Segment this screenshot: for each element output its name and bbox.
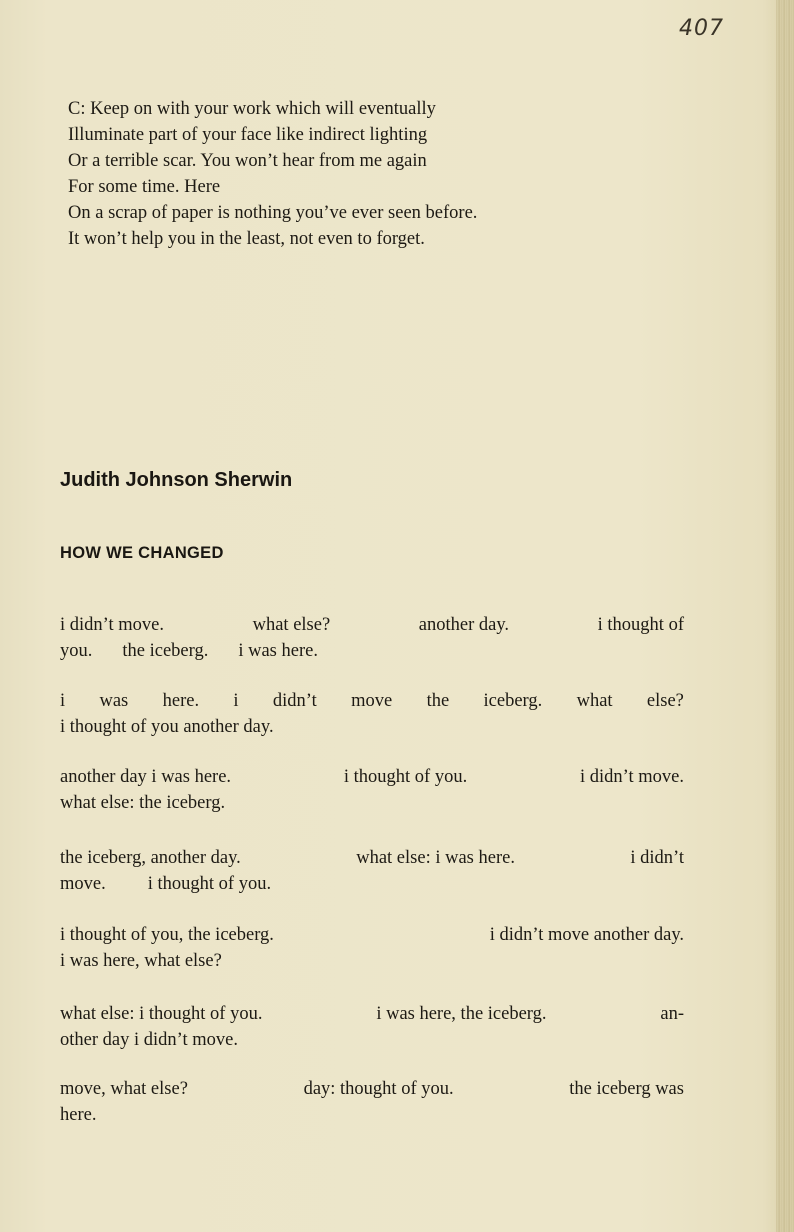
word: i xyxy=(60,691,66,711)
poem-line xyxy=(60,948,684,974)
phrase: i was here, the iceberg. xyxy=(376,1004,547,1024)
phrase: move, what else? xyxy=(60,1079,188,1099)
phrase: another day. xyxy=(418,615,510,635)
poem-line xyxy=(60,1102,684,1128)
word: move xyxy=(351,691,393,711)
poem-line xyxy=(60,688,684,714)
poem-stanza xyxy=(60,764,684,816)
poem-stanza xyxy=(60,688,684,740)
poem-line xyxy=(60,922,684,948)
word: iceberg. xyxy=(483,691,543,711)
phrase: i thought of you, the iceberg. xyxy=(60,925,274,945)
intro-line: For some time. Here xyxy=(68,177,221,197)
poem-title: HOW WE CHANGED xyxy=(60,544,224,562)
poem-line xyxy=(60,790,684,816)
poem-line xyxy=(60,1076,684,1102)
phrase: i didn’t xyxy=(630,848,684,868)
word: here. xyxy=(162,691,200,711)
phrase: the iceberg was xyxy=(569,1079,684,1099)
phrase: an- xyxy=(660,1004,684,1024)
phrase: the iceberg. xyxy=(122,641,209,661)
author-name: Judith Johnson Sherwin xyxy=(60,469,293,491)
phrase: you. xyxy=(60,641,93,661)
intro-line: It won’t help you in the least, not even to forget. xyxy=(68,229,425,249)
poem-line xyxy=(60,764,684,790)
intro-line: Illuminate part of your face like indirect lighting xyxy=(68,125,428,145)
phrase: i didn’t move. xyxy=(580,767,684,787)
phrase: other day i didn’t move. xyxy=(60,1030,238,1050)
word: the xyxy=(426,691,450,711)
poem-line xyxy=(60,845,684,871)
poem-stanza xyxy=(60,1076,684,1128)
word: what xyxy=(576,691,613,711)
phrase: here. xyxy=(60,1105,97,1125)
phrase: what else: i thought of you. xyxy=(60,1004,263,1024)
intro-line: Or a terrible scar. You won’t hear from me again xyxy=(68,151,427,171)
poem-line xyxy=(60,1001,684,1027)
phrase: i was here, what else? xyxy=(60,951,222,971)
phrase: what else? xyxy=(252,615,331,635)
phrase: what else: i was here. xyxy=(356,848,515,868)
word: i xyxy=(233,691,239,711)
phrase: move. xyxy=(60,874,106,894)
poem-line xyxy=(60,612,684,638)
phrase: i thought of you another day. xyxy=(60,717,274,737)
poem-stanza xyxy=(60,612,684,664)
phrase: i didn’t move. xyxy=(60,615,164,635)
word: didn’t xyxy=(272,691,317,711)
word: else? xyxy=(646,691,684,711)
phrase: i thought of xyxy=(597,615,684,635)
poem-stanza xyxy=(60,845,684,897)
phrase: another day i was here. xyxy=(60,767,232,787)
intro-stanza xyxy=(68,96,477,252)
poem-line xyxy=(60,871,684,897)
phrase: i was here. xyxy=(238,641,318,661)
page-edge xyxy=(776,0,794,1232)
phrase: day: thought of you. xyxy=(303,1079,454,1099)
phrase: i thought of you. xyxy=(343,767,468,787)
poem-stanza xyxy=(60,1001,684,1053)
word: was xyxy=(99,691,129,711)
poem-stanza xyxy=(60,922,684,974)
poem-line xyxy=(60,638,684,664)
phrase: what else: the iceberg. xyxy=(60,793,226,813)
poem-line xyxy=(60,1027,684,1053)
page-number: 407 xyxy=(679,16,724,41)
intro-line: On a scrap of paper is nothing you’ve ever seen before. xyxy=(68,203,478,223)
phrase: i didn’t move another day. xyxy=(489,925,684,945)
intro-line: C: Keep on with your work which will eventually xyxy=(68,99,436,119)
phrase: i thought of you. xyxy=(147,874,272,894)
poem-line xyxy=(60,714,684,740)
phrase: the iceberg, another day. xyxy=(60,848,241,868)
